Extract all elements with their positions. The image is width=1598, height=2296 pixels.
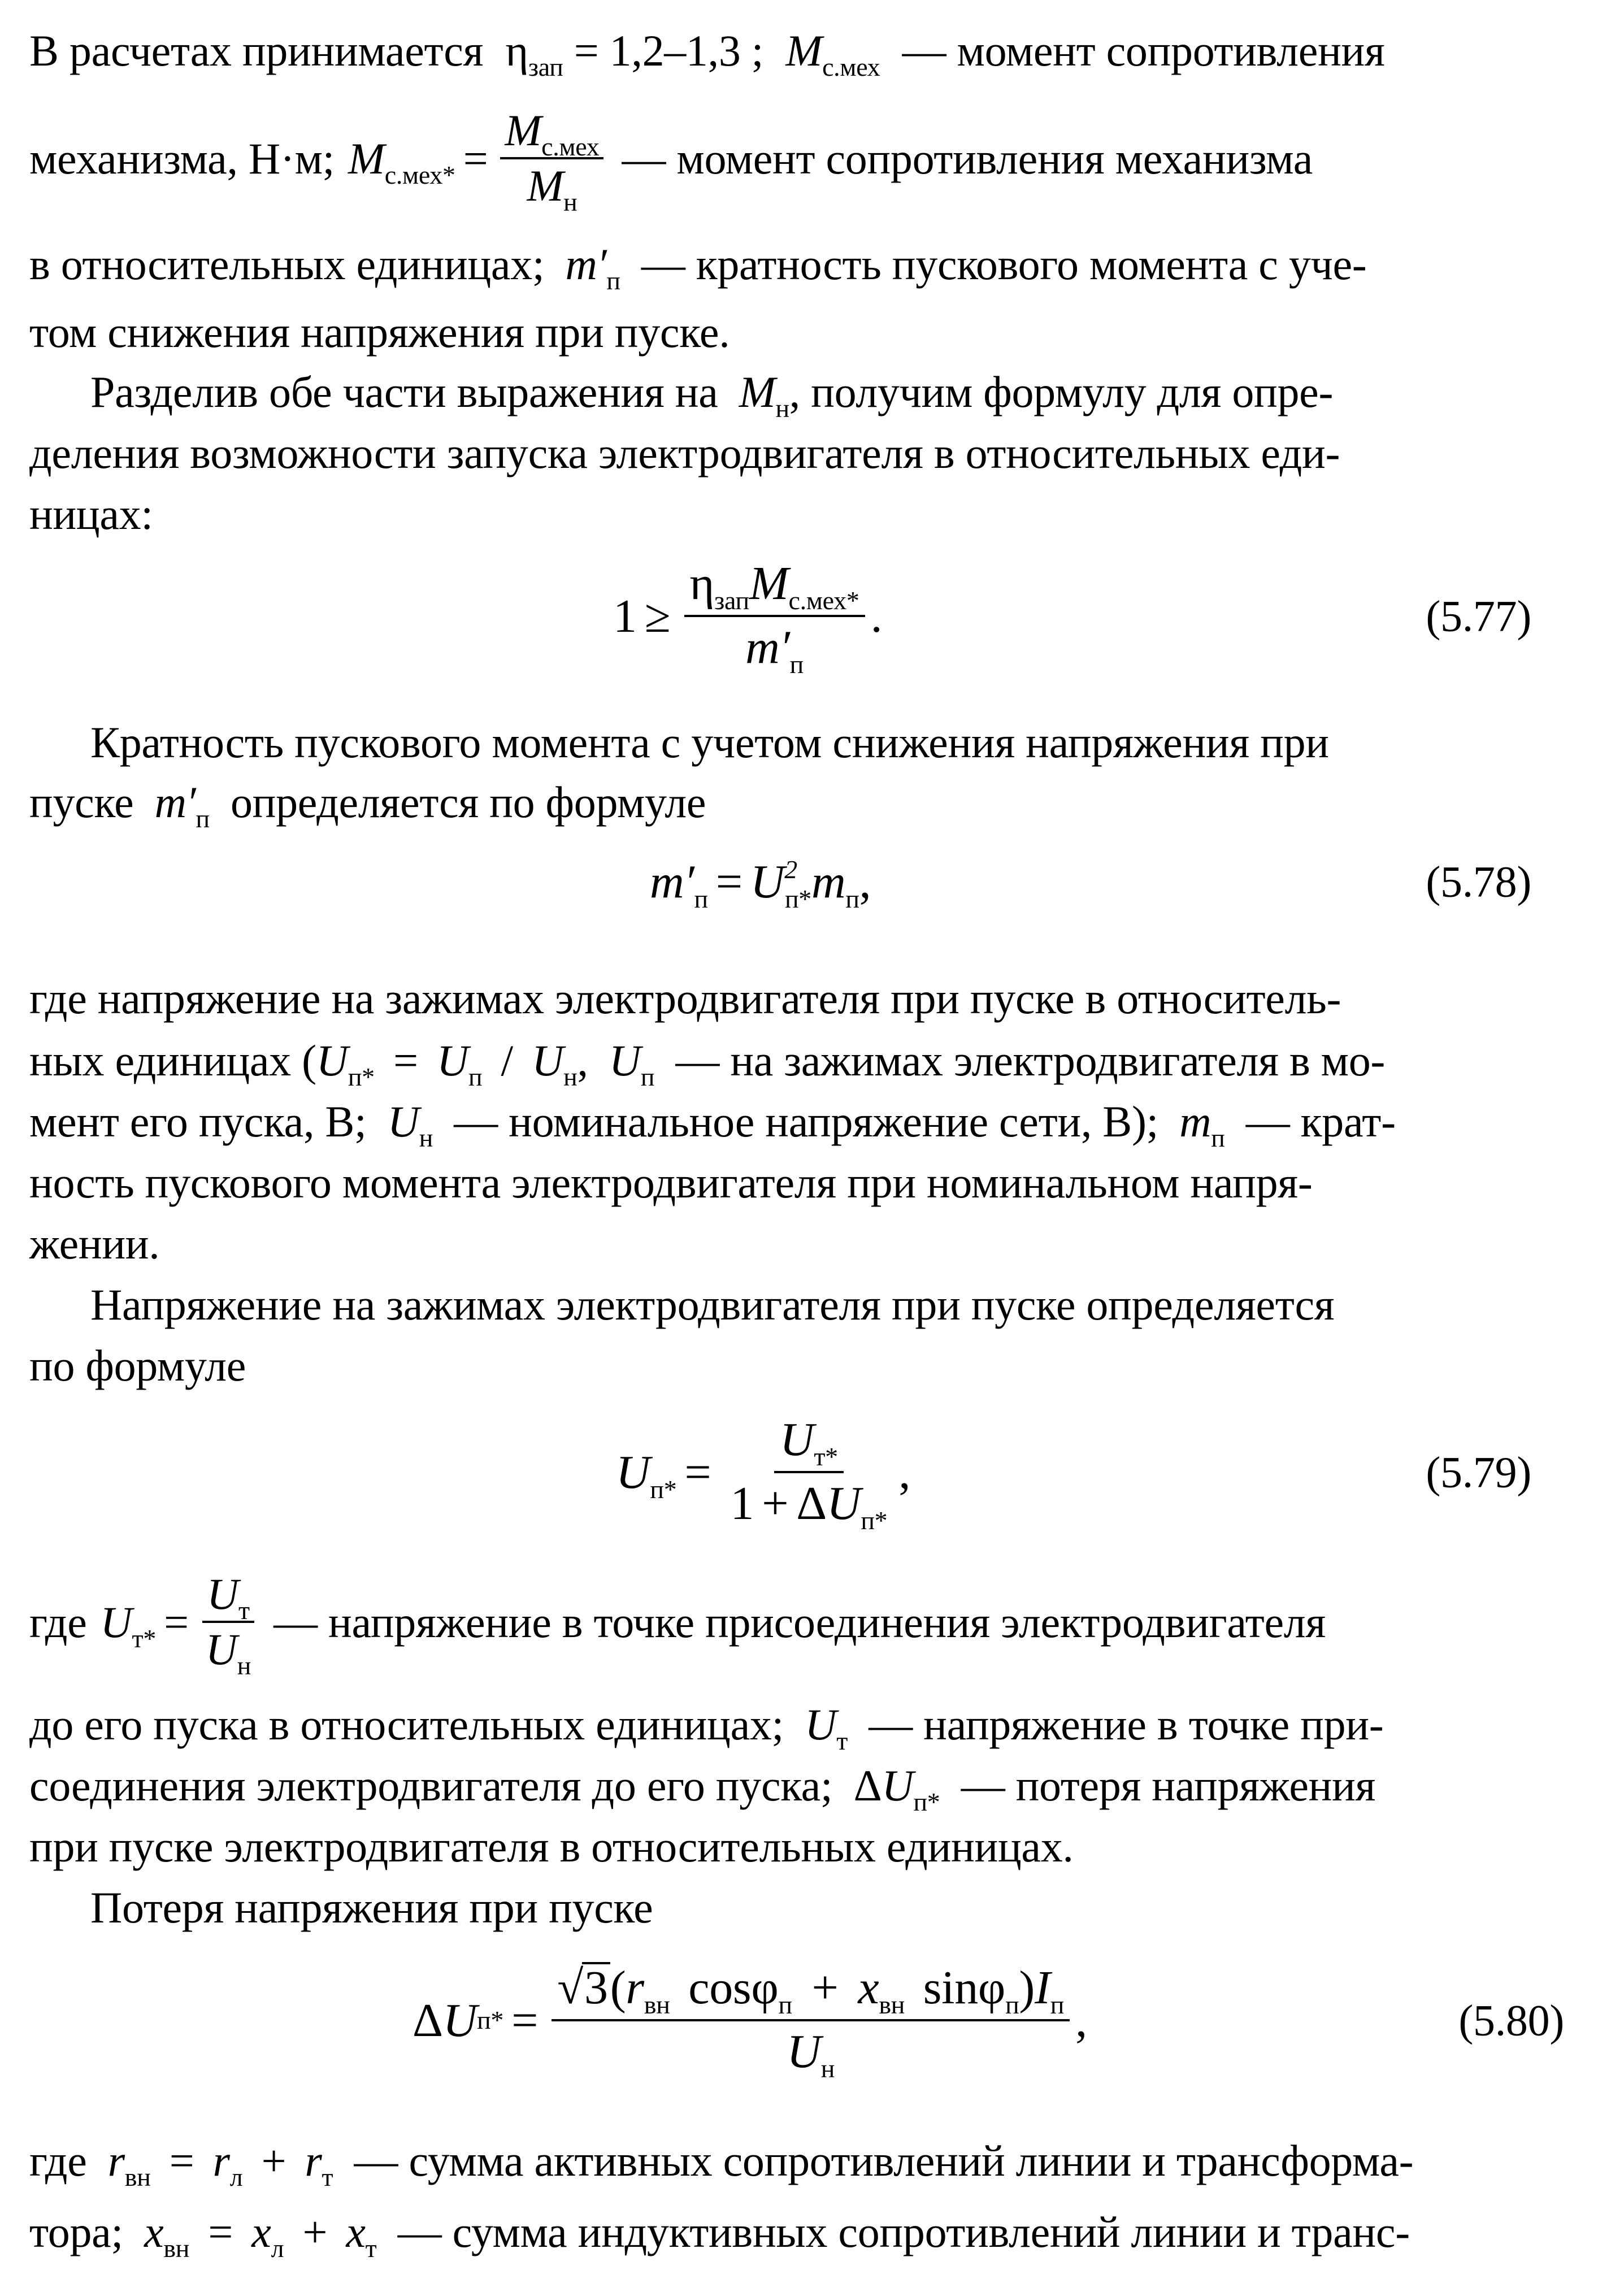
text: в относительных единицах; xyxy=(29,240,545,289)
symbol: U xyxy=(779,1413,814,1466)
subscript: п* xyxy=(913,1787,940,1816)
subscript: п xyxy=(1050,1990,1065,2020)
symbol: = xyxy=(511,1994,539,2047)
text-line xyxy=(29,1026,1532,1095)
text: , xyxy=(577,1036,588,1085)
text: пуске xyxy=(29,778,134,827)
symbol: M xyxy=(348,133,385,183)
fraction: $√3(r_{вн}$ $\cos\varphi_п + x_{вн}$ $\sin\varphi_п)I_п$ $U_н$ xyxy=(552,1961,1070,2079)
text-line xyxy=(29,767,1532,837)
subscript: зап xyxy=(714,586,749,615)
subscript: с.мех* xyxy=(384,160,455,189)
symbol: m xyxy=(1179,1097,1211,1146)
text-line xyxy=(29,2126,1532,2195)
equation-number: (5.78) xyxy=(1426,857,1531,906)
symbol: U xyxy=(805,1700,837,1749)
symbol: 1 xyxy=(730,1477,754,1530)
text: при пуске электродвигателя в относительных единицах. xyxy=(29,1822,1074,1871)
subscript: л xyxy=(271,2234,284,2263)
text: — момент сопротивления xyxy=(902,26,1385,75)
symbol: 3 xyxy=(582,1962,610,2012)
symbol: U xyxy=(436,1036,468,1085)
subscript: вн xyxy=(124,2163,151,2191)
inline-fraction xyxy=(500,106,603,216)
text: — крат- xyxy=(1245,1097,1396,1146)
symbol: r xyxy=(626,1961,644,2015)
text: ность пускового момента электродвигателя при номинальном напря- xyxy=(29,1158,1313,1207)
symbol: x xyxy=(144,2207,164,2256)
symbol: φ xyxy=(751,1961,779,2015)
subscript: вн xyxy=(163,2234,190,2263)
fraction xyxy=(724,1413,893,1535)
symbol: U xyxy=(750,855,785,908)
symbol: ≥ xyxy=(644,589,671,643)
symbol: . xyxy=(870,589,883,643)
symbol: φ xyxy=(978,1961,1006,2015)
symbol: , xyxy=(898,1446,911,1499)
subscript: н xyxy=(563,188,577,216)
symbol: I xyxy=(1035,1961,1050,2015)
symbol: η xyxy=(689,557,715,610)
subscript: с.мех xyxy=(822,53,880,81)
subscript: п xyxy=(778,1990,792,2020)
text: — номинальное напряжение сети, В); xyxy=(454,1097,1159,1146)
symbol: x xyxy=(251,2207,271,2256)
text: где xyxy=(29,2136,87,2185)
equation-number: (5.77) xyxy=(1426,591,1531,641)
symbol: M xyxy=(785,26,823,75)
symbol: + xyxy=(811,1961,839,2015)
text-line xyxy=(29,1565,1532,1678)
symbol: ) xyxy=(1019,1961,1035,2015)
symbol: M xyxy=(527,161,564,210)
symbol: 1 xyxy=(613,589,637,643)
symbol: M xyxy=(749,557,789,610)
symbol: = xyxy=(169,2136,194,2185)
subscript: т xyxy=(365,2234,377,2263)
text: определяется по формуле xyxy=(230,778,706,827)
subscript: н xyxy=(820,2054,835,2083)
equation-number: (5.79) xyxy=(1426,1447,1531,1497)
equation-5-77 xyxy=(0,542,1598,689)
symbol: M xyxy=(739,367,776,416)
subscript: т xyxy=(322,2163,333,2191)
symbol: ′ xyxy=(779,621,790,674)
text-line xyxy=(29,1751,1532,1820)
text: где напряжение на зажимах электродвигателя при пуске в относитель- xyxy=(29,974,1341,1023)
fraction xyxy=(684,557,865,679)
text: где xyxy=(29,1597,87,1647)
equation-5-80: Δ U п* = $√3(r_{вн}$ $\cos\varphi_п + x_{вн}$ $\sin\varphi_п)I_п$ $U_н$ , (5.80) xyxy=(412,1961,1564,2083)
text: = 1,2–1,3 ; xyxy=(574,26,764,75)
symbol: ′ xyxy=(684,855,694,908)
text-line xyxy=(29,1331,1532,1400)
symbol: η xyxy=(505,26,528,75)
text: В расчетах принимается xyxy=(29,26,484,75)
text: деления возможности запуска электродвигателя в относительных еди- xyxy=(29,428,1340,478)
subscript: п xyxy=(845,884,859,913)
subscript: п xyxy=(606,266,620,295)
symbol: U xyxy=(532,1036,564,1085)
symbol: = xyxy=(393,1036,418,1085)
equation-5-78 xyxy=(0,831,1598,932)
symbol: U xyxy=(616,1446,650,1499)
symbol: , xyxy=(859,855,871,908)
subscript: т xyxy=(238,1596,250,1625)
text: Напряжение на зажимах электродвигателя при пуске определяется xyxy=(90,1280,1335,1329)
text-line xyxy=(29,1087,1532,1156)
subscript: п xyxy=(468,1062,483,1091)
symbol: U xyxy=(387,1097,419,1146)
subscript: п* xyxy=(861,1506,888,1535)
symbol: m xyxy=(811,855,846,908)
symbol: U xyxy=(207,1569,239,1619)
subscript: с.мех xyxy=(541,132,600,162)
symbol: U xyxy=(442,1994,477,2047)
text: до его пуска в относительных единицах; xyxy=(29,1700,784,1749)
text-line xyxy=(29,1812,1532,1881)
subscript: с.мех* xyxy=(788,586,859,615)
text-line xyxy=(29,1690,1532,1759)
symbol: m xyxy=(745,621,780,674)
text: — момент сопротивления механизма xyxy=(622,133,1313,183)
subscript: п xyxy=(640,1062,655,1091)
symbol: U xyxy=(787,2025,821,2078)
subscript: т xyxy=(836,1726,848,1755)
text: мент его пуска, В; xyxy=(29,1097,367,1146)
symbol: = xyxy=(463,133,488,183)
symbol: Δ xyxy=(853,1761,882,1810)
symbol: ′ xyxy=(597,240,607,289)
text: жении. xyxy=(29,1219,160,1268)
symbol: sin xyxy=(923,1961,978,2015)
text-line xyxy=(90,357,1532,427)
symbol: Δ xyxy=(796,1477,827,1530)
symbol: m xyxy=(565,240,597,289)
symbol: , xyxy=(1075,1994,1087,2047)
symbol: r xyxy=(107,2136,125,2185)
subscript: вн xyxy=(644,1990,670,2020)
symbol: = xyxy=(684,1446,711,1499)
text: Разделив обе части выражения на xyxy=(90,367,718,416)
text-line xyxy=(29,297,1532,367)
symbol: U xyxy=(826,1477,861,1530)
subscript: п* xyxy=(784,884,811,913)
text-line xyxy=(29,102,1532,215)
symbol: = xyxy=(208,2207,233,2256)
text: , получим формулу для опре- xyxy=(789,367,1334,416)
subscript: н xyxy=(237,1651,251,1680)
symbol: ( xyxy=(610,1961,626,2015)
subscript: вн xyxy=(879,1990,905,2020)
text: ных единицах ( xyxy=(29,1036,316,1085)
text-line xyxy=(29,229,1532,299)
symbol: cos xyxy=(688,1961,752,2015)
symbol: U xyxy=(100,1597,132,1647)
text: — сумма индуктивных сопротивлений линии и транс- xyxy=(397,2207,1410,2256)
subscript: п xyxy=(789,650,804,679)
subscript: н xyxy=(775,394,789,423)
symbol: U xyxy=(316,1036,348,1085)
symbol: ′ xyxy=(186,778,196,827)
text: Кратность пускового момента с учетом снижения напряжения при xyxy=(90,718,1329,767)
symbol: M xyxy=(505,106,542,155)
symbol: r xyxy=(305,2136,322,2185)
subscript: п xyxy=(1005,1990,1019,2020)
text: — кратность пускового момента с уче- xyxy=(641,240,1367,289)
subscript: т* xyxy=(814,1442,838,1472)
subscript: н xyxy=(419,1123,433,1152)
symbol: + xyxy=(302,2207,328,2256)
text-line xyxy=(29,2197,1532,2267)
symbol: U xyxy=(609,1036,641,1085)
symbol: Δ xyxy=(412,1994,443,2047)
subscript: п* xyxy=(650,1474,677,1504)
subscript: т* xyxy=(132,1624,157,1653)
text-line xyxy=(29,963,1532,1033)
symbol: x xyxy=(346,2207,366,2256)
symbol: r xyxy=(212,2136,230,2185)
subscript: п xyxy=(196,804,210,833)
subscript: п* xyxy=(348,1062,375,1091)
symbol: = xyxy=(164,1597,189,1647)
text: — напряжение в точке присоединения электродвигателя xyxy=(273,1597,1326,1647)
equation-5-79 xyxy=(0,1396,1598,1548)
text: — сумма активных сопротивлений линии и трансформа- xyxy=(354,2136,1414,2185)
text: соединения электродвигателя до его пуска; xyxy=(29,1761,833,1810)
symbol: / xyxy=(501,1036,513,1085)
symbol: U xyxy=(205,1625,237,1674)
inline-fraction xyxy=(201,1569,255,1680)
text-line xyxy=(29,16,1532,85)
text-line xyxy=(29,1209,1532,1278)
subscript: н xyxy=(563,1062,577,1091)
symbol: + xyxy=(762,1477,789,1530)
subscript: п xyxy=(694,884,708,913)
text: ницах: xyxy=(29,489,153,539)
text: — потеря напряжения xyxy=(961,1761,1376,1810)
subscript: п xyxy=(1211,1123,1225,1152)
symbol: = xyxy=(715,855,742,908)
symbol: m xyxy=(650,855,684,908)
equation-number: (5.80) xyxy=(1458,1995,1564,2045)
text-line xyxy=(90,1873,1532,1942)
text-line xyxy=(90,708,1532,777)
text-line xyxy=(29,479,1532,549)
symbol: + xyxy=(261,2136,286,2185)
symbol: m xyxy=(154,778,186,827)
text: том снижения напряжения при пуске. xyxy=(29,307,730,357)
text-line xyxy=(29,1148,1532,1217)
superscript: 2 xyxy=(784,854,797,884)
subscript: зап xyxy=(528,53,563,81)
text: — напряжение в точке при- xyxy=(869,1700,1384,1749)
text-line xyxy=(90,1270,1532,1339)
text: механизма, Н·м; xyxy=(29,133,335,183)
text: тора; xyxy=(29,2207,123,2256)
text: — на зажимах электродвигателя в мо- xyxy=(675,1036,1386,1085)
text: по формуле xyxy=(29,1341,246,1390)
text: Потеря напряжения при пуске xyxy=(90,1883,653,1932)
subscript: л xyxy=(229,2163,243,2191)
text-line xyxy=(29,418,1532,488)
symbol: U xyxy=(881,1761,914,1810)
symbol: x xyxy=(858,1961,879,2015)
